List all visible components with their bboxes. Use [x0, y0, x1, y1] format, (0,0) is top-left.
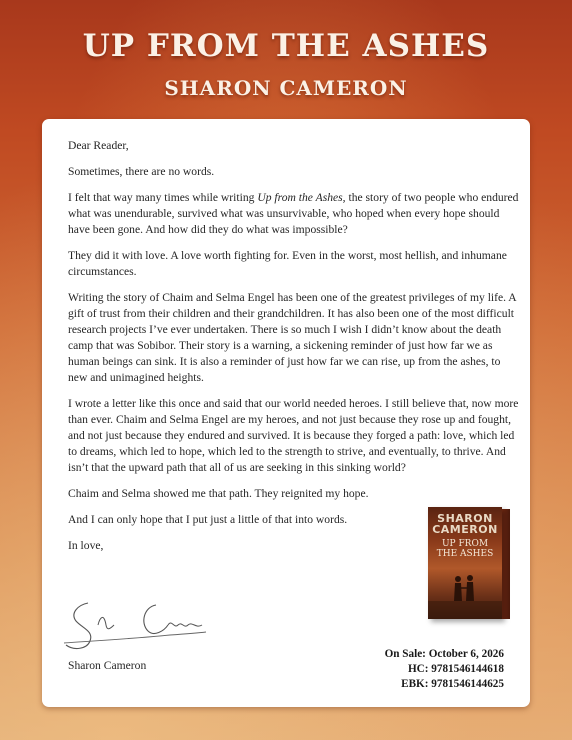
book-spine — [502, 509, 510, 619]
cover-author-line-2: CAMERON — [432, 523, 498, 536]
cover-author-line-1: SHARON — [437, 512, 493, 525]
paragraph-1: Sometimes, there are no words. — [68, 165, 215, 178]
paragraph-7: And I can only hope that I put just a little of that into words. — [68, 513, 348, 526]
paragraph-3: They did it with love. A love worth fighting for. Even in the worst, most hellish, and inhumane circumstances. — [68, 249, 507, 278]
handwritten-signature — [60, 595, 210, 657]
paragraph-6: Chaim and Selma showed me that path. They reignited my hope. — [68, 487, 369, 500]
book-title-italic: Up from the Ashes, — [257, 191, 346, 204]
paragraph-2-start: I felt that way many times while writing — [68, 191, 258, 204]
cover-author — [428, 513, 502, 535]
signature-name: Sharon Cameron — [68, 659, 147, 672]
hc-isbn: HC: 9781546144618 — [407, 663, 504, 675]
cover-title-line-2: THE ASHES — [436, 549, 494, 559]
paragraph-5: I wrote a letter like this once and said that our world needed heroes. I still believe that, now more than ever. Chaim and Selma Engel are my heroes, and not just because they rose up and fought, and not just because they endured and survived. It is because they forged a path: love, which led to dreams, which led to hope, which led to the strength to strive, and eventually, to thrive. And isn’t that the upward path that all of us are seeking in this sinking world? — [68, 397, 519, 474]
book-title: UP FROM THE ASHES — [82, 28, 490, 64]
ebk-isbn: EBK: 9781546144625 — [401, 678, 504, 690]
cover-couple-illustration — [428, 561, 502, 619]
paragraph-2-end: the story of two people who endured what was unendurable, survived what was unsurvivable, who hoped when every hope should have been gone. And how did they do what was impossible? — [68, 191, 519, 236]
salutation: Dear Reader, — [68, 139, 129, 152]
on-sale-date: On Sale: October 6, 2026 — [384, 648, 504, 660]
closing: In love, — [68, 539, 104, 552]
header-banner — [0, 0, 572, 118]
book-cover-image — [428, 507, 502, 619]
letter-card — [42, 119, 530, 707]
cover-title — [428, 539, 502, 559]
cover-title-line-1: UP FROM — [441, 539, 489, 549]
author-name: SHARON CAMERON — [164, 76, 408, 100]
paragraph-4: Writing the story of Chaim and Selma Engel has been one of the greatest privileges of my life. A gift of trust from their children and their grandchildren. It has also been one of the most difficult research projects I’ve ever undertaken. There is so much I wish I didn’t know about the death camp that was Sobibor. Their story is a warning, a sickening reminder of just how far we as human beings can sink. It is also a reminder of just how far we can rise, up from the ashes, to new and unimagined heights. — [68, 291, 517, 384]
sale-info — [385, 647, 504, 692]
paragraph-2 — [68, 190, 520, 238]
letter-body — [68, 138, 520, 564]
